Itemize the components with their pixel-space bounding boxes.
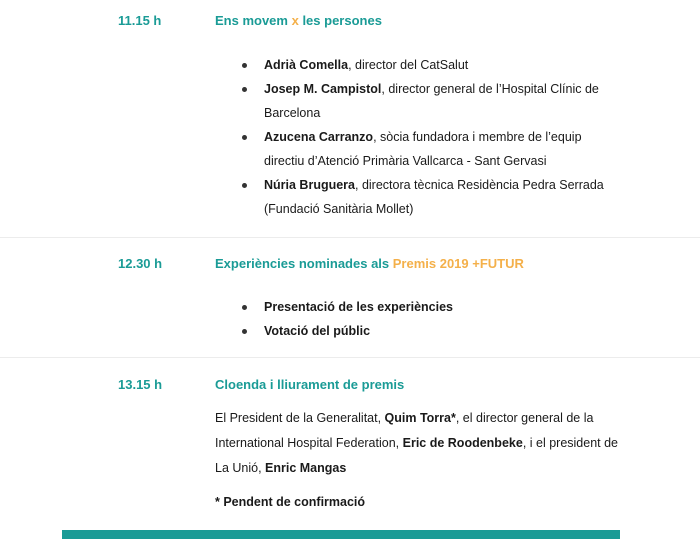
session-time: 13.15 h <box>118 377 163 392</box>
speaker-role: , director general de l’Hospital Clínic de Barcelona <box>264 82 599 120</box>
session-title <box>215 13 382 28</box>
list-item <box>240 53 620 77</box>
paragraph-text: El President de la Generalitat, <box>215 411 385 425</box>
session-title-part: les persones <box>298 13 382 28</box>
closing-paragraph <box>215 406 620 481</box>
list-item <box>240 125 620 173</box>
person-name: Eric de Roodenbeke <box>402 436 523 450</box>
session-title-accent: x <box>291 13 299 28</box>
session-time: 12.30 h <box>118 256 163 271</box>
session-title-accent: Premis 2019 +FUTUR <box>392 256 524 271</box>
speaker-name: Núria Bruguera <box>264 178 355 192</box>
speaker-name: Josep M. Campistol <box>264 82 382 96</box>
session-time: 11.15 h <box>118 13 162 28</box>
paragraph-text: , el director general de la International Hospital Federation, <box>215 411 594 450</box>
list-item: Presentació de les experiències <box>240 295 620 319</box>
section-divider <box>0 237 700 238</box>
list-item <box>240 77 620 125</box>
session-title-part: Experiències nominades als <box>215 256 393 271</box>
list-item <box>240 173 620 221</box>
speaker-list <box>240 53 620 221</box>
session-title-part: Ens movem <box>215 13 292 28</box>
section-divider <box>0 357 700 358</box>
speaker-name: Adrià Comella <box>264 58 349 72</box>
person-name: Enric Mangas <box>265 461 347 475</box>
paragraph-text: , i el president de La Unió, <box>215 436 619 475</box>
speaker-role: , director del CatSalut <box>348 58 469 72</box>
person-name: Quim Torra* <box>384 411 456 425</box>
session-title: Cloenda i lliurament de premis <box>215 377 405 392</box>
confirmation-note: * Pendent de confirmació <box>215 495 366 509</box>
footer-bar <box>62 530 620 539</box>
list-item: Votació del públic <box>240 319 620 343</box>
speaker-role: , directora tècnica Residència Pedra Serrada (Fundació Sanitària Mollet) <box>264 178 604 216</box>
speaker-name: Azucena Carranzo <box>264 130 374 144</box>
session-title <box>215 256 524 271</box>
agenda-list <box>240 295 620 343</box>
speaker-role: , sòcia fundadora i membre de l’equip directiu d’Atenció Primària Vallcarca - Sant Gervasi <box>264 130 582 168</box>
